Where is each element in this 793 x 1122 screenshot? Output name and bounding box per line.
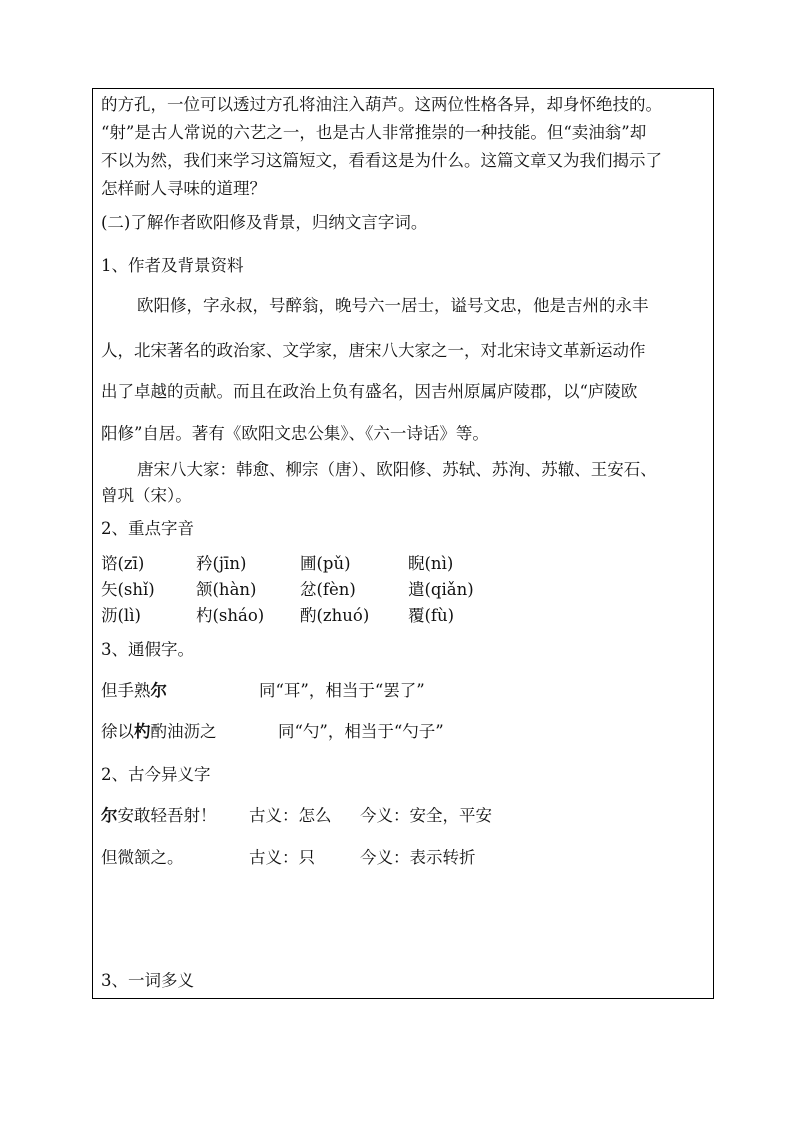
author-para1-line-1: 欧阳修，字永叔，号醉翁，晚号六一居士，谥号文忠，他是吉州的永丰 — [137, 296, 649, 315]
gujin-heading: 2、古今异义字 — [101, 765, 211, 784]
pronunciation-item: 矜(jīn) — [196, 554, 247, 573]
tongjia-note: 同“勺”，相当于“勺子” — [278, 722, 444, 741]
tongjia-sentence — [101, 681, 167, 701]
author-para1-line-2: 人，北宋著名的政治家、文学家，唐宋八大家之一，对北宋诗文革新运动作 — [101, 341, 646, 360]
tongjia-note: 同“耳”，相当于“罢了” — [259, 681, 425, 700]
author-para1-line-3: 出了卓越的贡献。而且在政治上负有盛名，因吉州原属庐陵郡，以“庐陵欧 — [101, 382, 638, 401]
gujin-sentence — [101, 806, 217, 826]
pronunciation-item: 遣(qiǎn) — [408, 580, 474, 599]
pronunciation-item: 颔(hàn) — [196, 580, 257, 599]
section-two-title: (二)了解作者欧阳修及背景，归纳文言字词。 — [101, 213, 428, 232]
pronunciation-item: 沥(lì) — [101, 606, 141, 625]
gujin-sentence — [101, 848, 184, 868]
pronunciation-item: 覆(fù) — [408, 606, 455, 625]
gujin-ancient-meaning: 古义：只 — [249, 848, 315, 867]
author-para2-line-2: 曾巩（宋）。 — [101, 486, 192, 505]
intro-line-1: 的方孔，一位可以透过方孔将油注入葫芦。这两位性格各异，却身怀绝技的。 — [101, 95, 662, 114]
author-heading: 1、作者及背景资料 — [101, 256, 244, 275]
tongjia-key-char: 尔 — [150, 681, 167, 700]
pronunciation-item: 圃(pǔ) — [300, 554, 351, 573]
pronunciation-item: 睨(nì) — [408, 554, 454, 573]
gujin-modern-meaning: 今义：表示转折 — [360, 848, 476, 867]
intro-line-4: 怎样耐人寻味的道理？ — [101, 179, 266, 198]
author-para2-line-1: 唐宋八大家：韩愈、柳宗（唐）、欧阳修、苏轼、苏洵、苏辙、王安石、 — [137, 460, 657, 479]
pronunciation-heading: 2、重点字音 — [101, 519, 194, 538]
pronunciation-item: 杓(sháo) — [196, 606, 265, 625]
intro-line-2: “射”是古人常说的六艺之一，也是古人非常推崇的一种技能。但“卖油翁”却 — [101, 123, 647, 142]
gujin-sentence-post: 但微颔之。 — [101, 848, 184, 867]
gujin-sentence-post: 安敢轻吾射！ — [117, 806, 217, 825]
tongjia-sentence-pre: 徐以 — [101, 722, 134, 741]
pronunciation-item: 矢(shǐ) — [101, 580, 155, 599]
author-para1-line-4: 阳修”自居。著有《欧阳文忠公集》、《六一诗话》等。 — [101, 424, 489, 443]
pronunciation-item: 谘(zī) — [101, 554, 145, 573]
pronunciation-item: 忿(fèn) — [300, 580, 356, 599]
gujin-ancient-meaning: 古义：怎么 — [249, 806, 332, 825]
tongjia-heading: 3、通假字。 — [101, 640, 194, 659]
intro-line-3: 不以为然，我们来学习这篇短文，看看这是为什么。这篇文章又为我们揭示了 — [101, 151, 662, 170]
pronunciation-item: 酌(zhuó) — [300, 606, 370, 625]
gujin-key-char: 尔 — [101, 806, 118, 825]
gujin-modern-meaning: 今义：安全，平安 — [360, 806, 492, 825]
tongjia-sentence — [101, 722, 217, 742]
tongjia-key-char: 杓 — [134, 722, 151, 741]
tongjia-sentence-post: 酌油沥之 — [150, 722, 217, 741]
tongjia-sentence-pre: 但手熟 — [101, 681, 151, 700]
yici-heading: 3、一词多义 — [101, 971, 194, 990]
